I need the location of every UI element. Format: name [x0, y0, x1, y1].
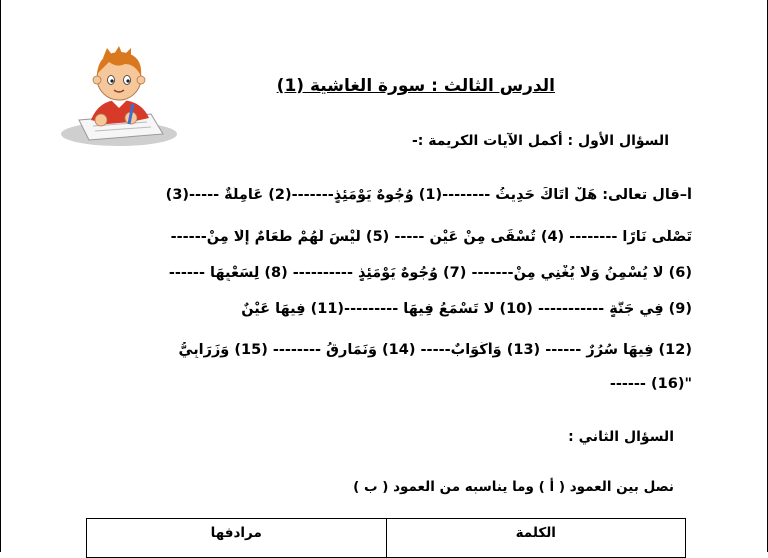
table-header-synonym: مرادفها	[87, 519, 387, 557]
verse-line-2: تَصْلَى نَارًا -------- (4) تُسْقَى مِنْ عَيْنٍ ----- (5) لَيْسَ لَهُمْ طَعَامٌ إِلَّا مِنْ------	[170, 229, 692, 245]
question-2-heading: السؤال الثاني :	[568, 429, 674, 445]
verse-line-1: أ–قال تعالى: هَلْ أَتَاكَ حَدِيثُ --------(1) وُجُوهٌ يَوْمَئِذٍ-------(2) عَامِلَةٌ -----(3)	[165, 187, 692, 203]
matching-table	[86, 518, 686, 558]
table-header-word: الكلمة	[515, 525, 556, 541]
lesson-title: الدرس الثالث : سورة الغاشية (1)	[276, 76, 555, 96]
verse-line-4: (9) فِي جَنَّةٍ ----------- (10) لَا تَسْمَعُ فِيهَا ---------(11) فِيهَا عَيْنٌ	[241, 301, 692, 317]
question-1-heading: السؤال الأول : أكمل الآيات الكريمة :-	[411, 133, 669, 149]
matching-instruction: نصل بين العمود ( أ ) وما يناسبه من العمود ( ب )	[353, 479, 674, 495]
verse-line-6: "(16) ------	[609, 376, 692, 392]
student-writing-illustration	[59, 42, 179, 152]
verse-line-5: (12) فِيهَا سُرُرٌ ------ (13) وَأَكْوَابٌ----- (14) وَنَمَارِقُ -------- (15) وَزَرَابِيُّ	[178, 342, 692, 358]
verse-line-3: (6) لَا يُسْمِنُ وَلَا يُغْنِي مِنْ------- (7) وُجُوهٌ يَوْمَئِذٍ ---------- (8) لِسَعْيِهَا ------	[168, 265, 692, 281]
